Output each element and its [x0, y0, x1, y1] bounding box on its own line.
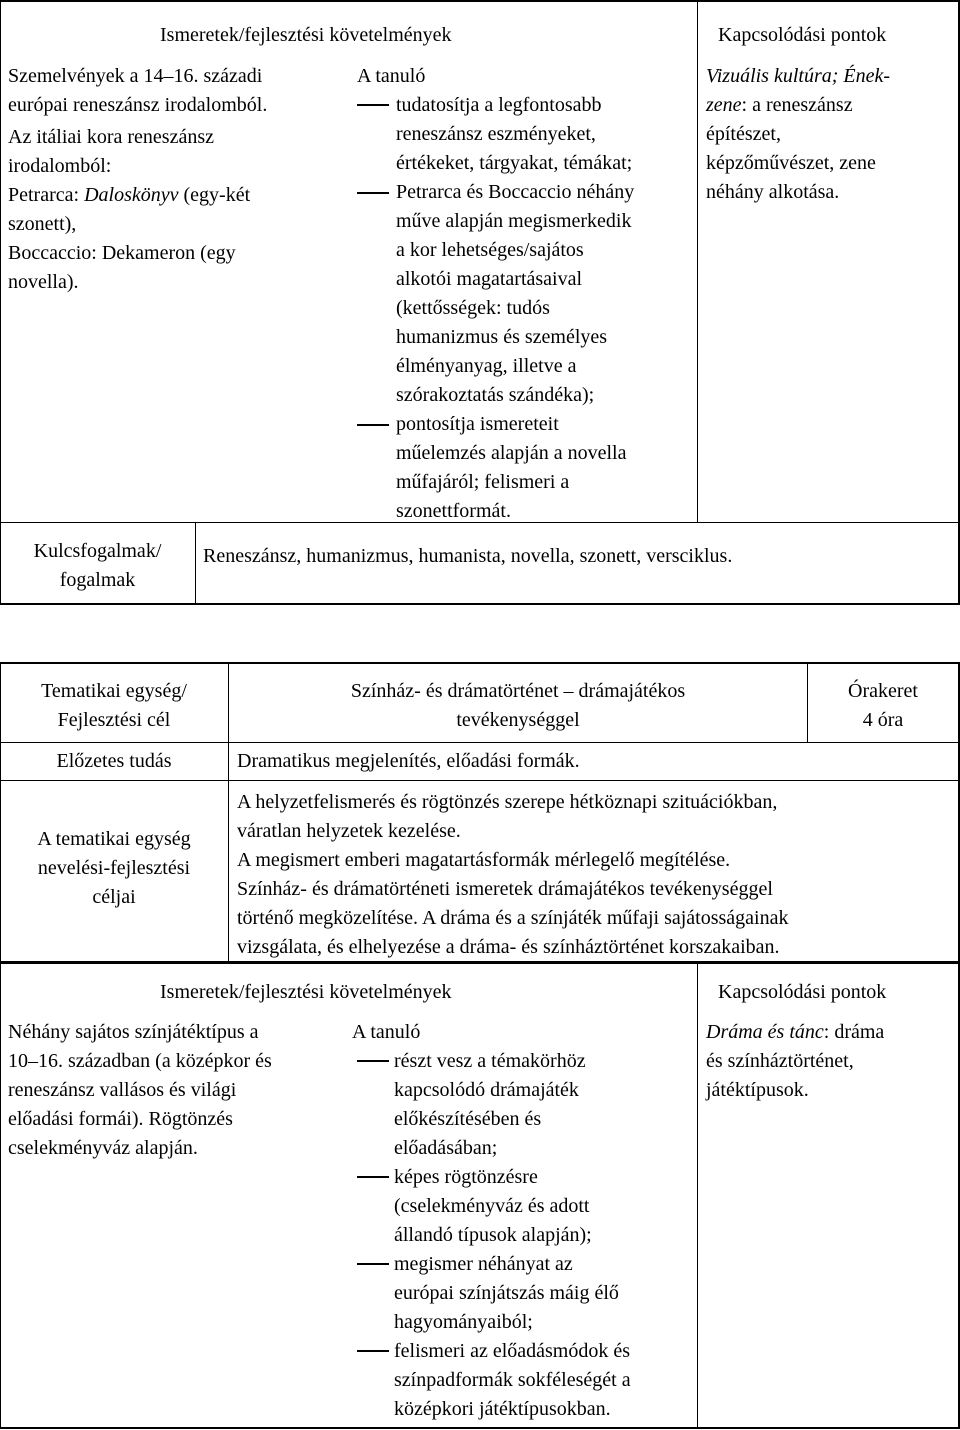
list-item: szórakoztatás szándéka); [396, 384, 595, 406]
list-item: tudatosítja a legfontosabb [396, 94, 602, 116]
list-item: Petrarca és Boccaccio néhány [396, 181, 635, 203]
list-item: a kor lehetséges/sajátos [396, 239, 584, 261]
content-left-cell [8, 1018, 272, 1163]
unit-label [0, 677, 228, 735]
goals-label [0, 825, 228, 912]
goal-line: Színház- és drámatörténeti ismeretek drámajátékos tevékenységgel [237, 878, 773, 900]
connections-cell [706, 62, 890, 207]
list-item: (kettősségek: tudós [396, 297, 550, 319]
list-item: pontosítja ismereteit [396, 413, 559, 435]
goals-text [237, 788, 788, 962]
list-item: értékeket, tárgyakat, témákat; [396, 152, 633, 174]
label-line: Fejlesztési cél [57, 709, 171, 731]
key-concepts-label [0, 537, 195, 595]
content-line: Néhány sajátos színjátéktípus a [8, 1021, 259, 1043]
content-line: cselekményváz alapján. [8, 1137, 198, 1159]
connection-text: : a reneszánsz [741, 94, 853, 116]
list-item: képes rögtönzésre [394, 1166, 538, 1188]
connection-line: néhány alkotása. [706, 181, 840, 203]
goal-line: vizsgálata, és elhelyezése a dráma- és színháztörténet korszakaiban. [237, 936, 780, 958]
title-line: tevékenységgel [456, 709, 580, 731]
connection-line [706, 91, 890, 120]
label-line: fogalmak [59, 569, 136, 591]
list-item: élményanyag, illetve a [396, 355, 577, 377]
label-line: Tematikai egység/ [41, 680, 187, 702]
unit-title [229, 677, 807, 735]
content-line: 10–16. században (a középkor és [8, 1050, 272, 1072]
list-item: humanizmus és személyes [396, 326, 608, 348]
petrarca-line [8, 181, 267, 210]
goal-line: váratlan helyzetek kezelése. [237, 820, 461, 842]
list-item: felismeri az előadásmódok és [394, 1340, 631, 1362]
list-item: (cselekményváz és adott [394, 1195, 590, 1217]
column-header-connections: Kapcsolódási pontok [718, 24, 887, 46]
label-line: nevelési-fejlesztési [37, 857, 191, 879]
connection-line [706, 1018, 884, 1047]
connection-subject: Dráma és tánc [706, 1021, 824, 1043]
content-left-cell [8, 62, 267, 297]
content-line: irodalomból: [8, 155, 112, 177]
content-line: európai reneszánsz irodalomból. [8, 94, 268, 116]
content-line: novella). [8, 271, 79, 293]
connection-subject: zene [706, 94, 742, 116]
hours-cell [808, 677, 958, 735]
list-item: műve alapján megismerkedik [396, 210, 632, 232]
list-item: megismer néhányat az [394, 1253, 573, 1275]
connection-line: és színháztörténet, [706, 1050, 854, 1072]
key-concepts-text: Reneszánsz, humanizmus, humanista, novella, szonett, versciklus. [203, 545, 733, 567]
content-line: Szemelvények a 14–16. századi [8, 65, 263, 87]
label-line: Kulcsfogalmak/ [33, 540, 162, 562]
list-item: kapcsolódó drámajáték [394, 1079, 579, 1101]
bullet-dash [357, 104, 389, 106]
hours-value: 4 óra [862, 709, 904, 731]
goal-line: történő megközelítése. A dráma és a színjáték műfaji sajátosságainak [237, 907, 789, 929]
connection-line: játéktípusok. [706, 1079, 809, 1101]
label-line: céljai [92, 886, 136, 908]
list-item: középkori játéktípusokban. [394, 1398, 611, 1420]
title-line: Színház- és drámatörténet – drámajátékos [350, 680, 686, 702]
connections-cell [706, 1018, 884, 1105]
list-item: műfajáról; felismeri a [396, 471, 570, 493]
connection-line: képzőművészet, zene [706, 152, 876, 174]
label-line: A tematikai egység [37, 828, 191, 850]
bullet-dash [357, 1263, 389, 1265]
list-item: alkotói magatartásaival [396, 268, 583, 290]
content-line: Az itáliai kora reneszánsz [8, 126, 215, 148]
goal-line: A helyzetfelismerés és rögtönzés szerepe hétköznapi szituációkban, [237, 791, 778, 813]
hours-label: Órakeret [848, 680, 918, 702]
student-label: A tanuló [352, 1021, 421, 1043]
column-header-connections: Kapcsolódási pontok [718, 981, 887, 1003]
list-item: részt vesz a témakörhöz [394, 1050, 586, 1072]
list-item: európai színjátszás máig élő [394, 1282, 619, 1304]
list-item: előkészítésében és [394, 1108, 542, 1130]
prior-knowledge-label [0, 747, 228, 776]
content-line: előadási formái). Rögtönzés [8, 1108, 233, 1130]
content-line: Boccaccio: Dekameron (egy [8, 242, 236, 264]
connection-text: : dráma [823, 1021, 885, 1043]
column-header-requirements: Ismeretek/fejlesztési követelmények [160, 24, 452, 46]
list-item: műelemzés alapján a novella [396, 442, 627, 464]
requirements-list [396, 91, 634, 526]
list-item: színpadformák sokféleségét a [394, 1369, 631, 1391]
bullet-dash [357, 1350, 389, 1352]
bullet-dash [357, 424, 389, 426]
petrarca-prefix: Petrarca: [8, 184, 85, 206]
bullet-dash [357, 192, 389, 194]
student-label: A tanuló [357, 65, 426, 87]
work-title: Daloskönyv [84, 184, 179, 206]
connection-subject: Vizuális kultúra; Ének- [706, 65, 891, 87]
connection-line: építészet, [706, 123, 781, 145]
content-line: szonett), [8, 213, 77, 235]
list-item: szonettformát. [396, 500, 511, 522]
prior-knowledge-text: Dramatikus megjelenítés, előadási formák. [237, 750, 580, 772]
bullet-dash [357, 1060, 389, 1062]
content-line: reneszánsz vallásos és világi [8, 1079, 237, 1101]
column-header-requirements: Ismeretek/fejlesztési követelmények [160, 981, 452, 1003]
list-item: állandó típusok alapján); [394, 1224, 592, 1246]
label-line: Előzetes tudás [56, 750, 172, 772]
requirements-list [394, 1047, 631, 1424]
list-item: előadásában; [394, 1137, 498, 1159]
list-item: reneszánsz eszményeket, [396, 123, 596, 145]
list-item: hagyományaiból; [394, 1311, 533, 1333]
petrarca-suffix: (egy-két [178, 184, 251, 206]
bullet-dash [357, 1176, 389, 1178]
goal-line: A megismert emberi magatartásformák mérlegelő megítélése. [237, 849, 731, 871]
